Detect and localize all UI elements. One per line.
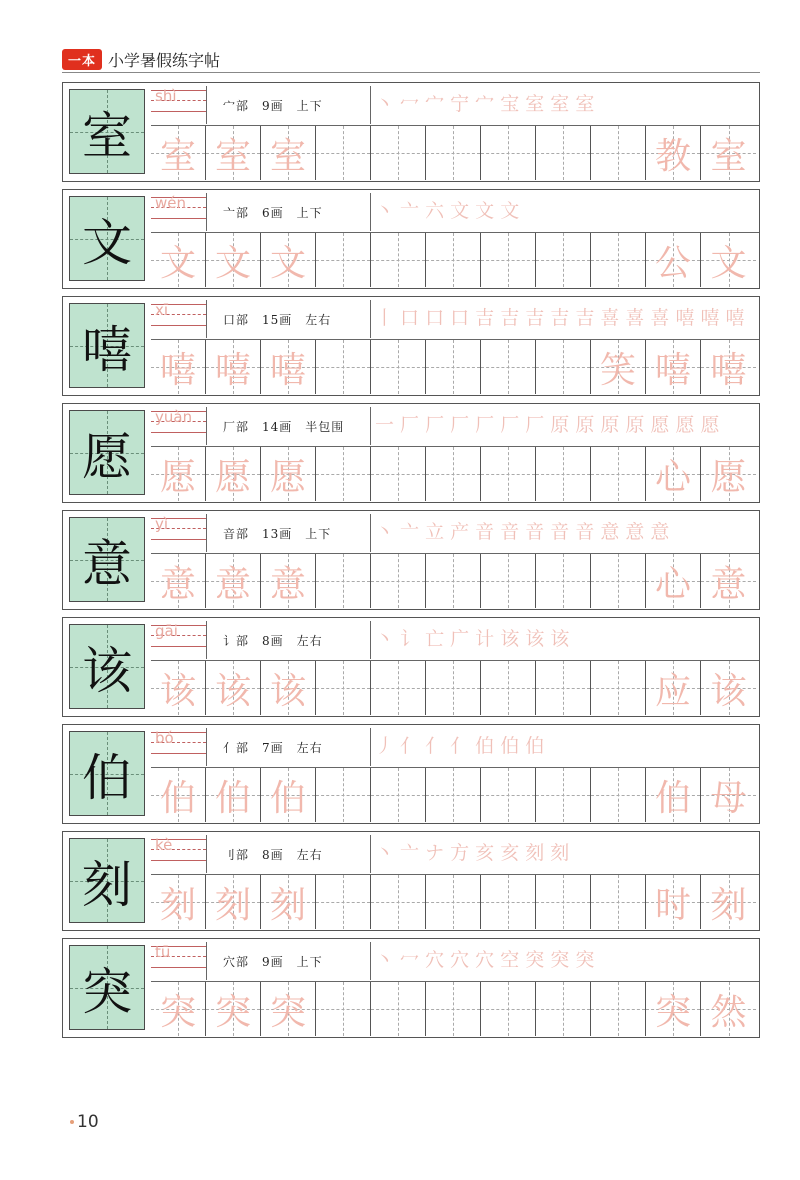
writing-grid [151,233,759,287]
trace-character [536,875,590,929]
page-number: 10 [70,1112,99,1132]
trace-character [481,233,535,287]
model-character-cell [69,517,145,602]
stroke-order: 丶 冖 穴 穴 穴 空 突 突 突 [375,949,595,971]
trace-character [426,768,480,822]
trace-character [591,875,645,929]
writing-cell[interactable] [316,661,371,715]
trace-character [426,233,480,287]
trace-character [481,126,535,180]
character-row [62,617,760,717]
trace-character [316,768,370,822]
writing-cell[interactable] [591,340,646,394]
trace-character [536,233,590,287]
writing-cell[interactable] [151,768,206,822]
writing-cell[interactable] [591,126,646,180]
model-character-cell [69,196,145,281]
writing-cell[interactable] [151,982,206,1036]
writing-cell[interactable] [426,340,481,394]
trace-character [591,447,645,501]
pinyin: wén [155,194,187,212]
radical-stroke-info: 口部 15画 左右 [223,313,332,327]
trace-character [371,340,425,394]
radical-stroke-info: 宀部 9画 上下 [223,99,323,113]
trace-character: 伯 [269,777,306,819]
writing-cell[interactable] [481,126,536,180]
writing-cell[interactable] [316,126,371,180]
trace-character [481,875,535,929]
model-character-cell [69,624,145,709]
writing-cell[interactable] [206,661,261,715]
trace-character: 愿 [214,456,251,498]
writing-cell[interactable] [591,875,646,929]
pinyin: shì [155,87,177,105]
trace-character [591,768,645,822]
stroke-order: 丿 亻 亻 亻 伯 伯 伯 [375,735,545,757]
trace-character: 刻 [269,884,306,926]
radical-stroke-info: 厂部 14画 半包围 [223,420,345,434]
writing-cell[interactable] [261,233,316,287]
writing-cell[interactable] [646,768,701,822]
writing-cell[interactable] [426,233,481,287]
writing-cell[interactable] [536,554,591,608]
writing-cell[interactable] [371,875,426,929]
stroke-order: 一 厂 厂 厂 厂 厂 厂 原 原 原 原 愿 愿 愿 [375,414,720,436]
trace-character [481,982,535,1036]
trace-character [371,875,425,929]
writing-cell[interactable] [536,447,591,501]
trace-character: 伯 [214,777,251,819]
writing-cell[interactable] [536,875,591,929]
writing-cell[interactable] [591,982,646,1036]
info-divider [370,86,371,124]
trace-character [426,982,480,1036]
model-character: 意 [82,534,132,593]
writing-cell[interactable] [536,768,591,822]
pinyin: yuàn [155,408,193,426]
trace-character [316,661,370,715]
pinyin-box [151,300,207,338]
info-divider [370,835,371,873]
pinyin-box [151,407,207,445]
trace-character: 刻 [710,884,747,926]
model-character: 伯 [82,748,132,807]
writing-cell[interactable] [371,554,426,608]
writing-cell[interactable] [261,447,316,501]
trace-character: 该 [710,670,747,712]
model-character: 愿 [82,427,132,486]
trace-character [481,554,535,608]
writing-cell[interactable] [151,233,206,287]
writing-cell[interactable] [206,447,261,501]
trace-character [591,661,645,715]
pinyin-box [151,835,207,873]
trace-character: 刻 [214,884,251,926]
trace-character [316,340,370,394]
trace-character [426,340,480,394]
writing-cell[interactable] [261,875,316,929]
writing-cell[interactable] [151,340,206,394]
trace-character: 时 [654,884,691,926]
trace-character [536,982,590,1036]
writing-cell[interactable] [206,982,261,1036]
writing-cell[interactable] [591,554,646,608]
page-header [62,48,220,70]
radical-stroke-info: 刂部 8画 左右 [223,848,323,862]
model-character: 室 [82,106,132,165]
trace-character [591,554,645,608]
trace-character: 刻 [159,884,196,926]
trace-character: 突 [654,991,691,1033]
writing-cell[interactable] [261,661,316,715]
writing-cell[interactable] [481,768,536,822]
stroke-order: 丶 亠 立 产 音 音 音 音 音 意 意 意 [375,521,670,543]
writing-cell[interactable] [536,661,591,715]
trace-character [316,233,370,287]
character-row [62,82,760,182]
pinyin-box [151,621,207,659]
trace-character: 嘻 [159,349,196,391]
writing-cell[interactable] [591,661,646,715]
radical-stroke-info: 音部 13画 上下 [223,527,332,541]
writing-cell[interactable] [261,982,316,1036]
character-row [62,403,760,503]
writing-cell[interactable] [151,554,206,608]
trace-character: 母 [710,777,747,819]
pinyin: kè [155,836,173,854]
writing-cell[interactable] [261,554,316,608]
info-divider [370,942,371,980]
model-character-cell [69,89,145,174]
trace-character: 笑 [599,349,636,391]
practice-rows [62,82,760,1045]
trace-character: 心 [654,456,691,498]
radical-stroke-info: 亻部 7画 左右 [223,741,323,755]
radical-stroke-info: 亠部 6画 上下 [223,206,323,220]
writing-cell[interactable] [151,875,206,929]
trace-character: 意 [710,563,747,605]
model-character: 刻 [82,855,132,914]
writing-cell[interactable] [591,768,646,822]
book-title: 小学暑假练字帖 [108,50,221,70]
pinyin-box [151,514,207,552]
trace-character: 突 [159,991,196,1033]
trace-character: 应 [654,670,691,712]
writing-grid [151,554,759,608]
writing-cell[interactable] [481,661,536,715]
trace-character: 室 [269,135,306,177]
info-divider [370,193,371,231]
writing-cell[interactable] [426,661,481,715]
trace-character: 伯 [159,777,196,819]
writing-cell[interactable] [426,982,481,1036]
model-character-cell [69,945,145,1030]
writing-cell[interactable] [371,233,426,287]
trace-character: 公 [654,242,691,284]
writing-cell[interactable] [536,126,591,180]
trace-character [426,875,480,929]
pinyin: gāi [155,622,178,640]
writing-cell[interactable] [316,554,371,608]
pinyin: bó [155,729,174,747]
trace-character: 嘻 [269,349,306,391]
trace-character: 意 [159,563,196,605]
writing-cell[interactable] [426,554,481,608]
info-divider [370,621,371,659]
trace-character [371,661,425,715]
trace-character: 嘻 [214,349,251,391]
writing-cell[interactable] [206,768,261,822]
trace-character [591,126,645,180]
writing-cell[interactable] [151,661,206,715]
trace-character: 然 [710,991,747,1033]
character-row [62,189,760,289]
trace-character [426,447,480,501]
character-row [62,938,760,1038]
trace-character [316,447,370,501]
trace-character [371,982,425,1036]
writing-cell[interactable] [206,554,261,608]
trace-character: 文 [710,242,747,284]
trace-character: 愿 [269,456,306,498]
trace-character [536,768,590,822]
writing-cell[interactable] [316,233,371,287]
character-row [62,296,760,396]
writing-cell[interactable] [701,875,756,929]
trace-character [316,982,370,1036]
trace-character: 意 [269,563,306,605]
trace-character [481,340,535,394]
stroke-order: 丶 讠 亡 广 计 该 该 该 [375,628,570,650]
writing-cell[interactable] [646,233,701,287]
writing-cell[interactable] [426,447,481,501]
trace-character [481,447,535,501]
writing-cell[interactable] [591,447,646,501]
pinyin-box [151,193,207,231]
pinyin-box [151,942,207,980]
writing-cell[interactable] [481,982,536,1036]
trace-character [371,554,425,608]
writing-cell[interactable] [426,768,481,822]
stroke-order: 丨 口 口 口 吉 吉 吉 吉 吉 喜 喜 喜 嘻 嘻 嘻 [375,307,745,329]
model-character-cell [69,303,145,388]
pinyin-box [151,86,207,124]
model-character-cell [69,838,145,923]
writing-grid [151,768,759,822]
character-row [62,510,760,610]
writing-cell[interactable] [316,340,371,394]
writing-cell[interactable] [646,661,701,715]
trace-character [316,126,370,180]
writing-cell[interactable] [206,233,261,287]
trace-character [371,768,425,822]
writing-cell[interactable] [371,126,426,180]
info-divider [370,514,371,552]
writing-cell[interactable] [536,340,591,394]
trace-character [536,554,590,608]
trace-character [426,661,480,715]
writing-grid [151,340,759,394]
writing-cell[interactable] [371,982,426,1036]
writing-cell[interactable] [371,447,426,501]
trace-character: 室 [214,135,251,177]
trace-character: 室 [159,135,196,177]
character-row [62,831,760,931]
trace-character: 教 [654,135,691,177]
writing-cell[interactable] [646,875,701,929]
writing-cell[interactable] [261,126,316,180]
writing-cell[interactable] [426,126,481,180]
trace-character [536,340,590,394]
writing-grid [151,982,759,1036]
writing-cell[interactable] [261,768,316,822]
writing-cell[interactable] [701,661,756,715]
writing-cell[interactable] [481,554,536,608]
writing-cell[interactable] [646,554,701,608]
trace-character [316,875,370,929]
writing-cell[interactable] [536,233,591,287]
trace-character [316,554,370,608]
writing-cell[interactable] [481,340,536,394]
writing-cell[interactable] [371,768,426,822]
writing-cell[interactable] [206,126,261,180]
writing-cell[interactable] [371,661,426,715]
writing-cell[interactable] [701,447,756,501]
character-row [62,724,760,824]
writing-cell[interactable] [371,340,426,394]
pinyin-box [151,728,207,766]
writing-cell[interactable] [701,340,756,394]
pinyin: xī [155,301,169,319]
trace-character [591,233,645,287]
writing-cell[interactable] [206,340,261,394]
writing-grid [151,126,759,180]
writing-cell[interactable] [646,340,701,394]
writing-cell[interactable] [701,126,756,180]
radical-stroke-info: 穴部 9画 上下 [223,955,323,969]
writing-cell[interactable] [701,233,756,287]
trace-character [536,661,590,715]
model-character: 该 [82,641,132,700]
model-character-cell [69,410,145,495]
stroke-order: 丶 冖 宀 宁 宀 宝 室 室 室 [375,93,595,115]
writing-cell[interactable] [316,875,371,929]
writing-cell[interactable] [316,447,371,501]
trace-character: 该 [214,670,251,712]
header-divider [62,72,760,73]
writing-cell[interactable] [536,982,591,1036]
info-divider [370,728,371,766]
trace-character [371,233,425,287]
info-divider [370,407,371,445]
trace-character [481,661,535,715]
pinyin: yì [155,515,169,533]
writing-grid [151,447,759,501]
writing-cell[interactable] [701,982,756,1036]
trace-character: 室 [710,135,747,177]
trace-character: 文 [214,242,251,284]
writing-cell[interactable] [206,875,261,929]
trace-character: 该 [159,670,196,712]
writing-cell[interactable] [261,340,316,394]
writing-grid [151,875,759,929]
trace-character [426,126,480,180]
writing-cell[interactable] [316,768,371,822]
model-character-cell [69,731,145,816]
model-character: 嘻 [82,320,132,379]
writing-cell[interactable] [481,875,536,929]
trace-character: 心 [654,563,691,605]
writing-cell[interactable] [151,447,206,501]
writing-cell[interactable] [481,233,536,287]
stroke-order: 丶 亠 六 文 文 文 [375,200,520,222]
trace-character: 文 [269,242,306,284]
pinyin: tū [155,943,171,961]
trace-character: 该 [269,670,306,712]
trace-character [481,768,535,822]
writing-cell[interactable] [701,768,756,822]
writing-cell[interactable] [316,982,371,1036]
info-divider [370,300,371,338]
trace-character: 愿 [710,456,747,498]
trace-character: 突 [269,991,306,1033]
writing-cell[interactable] [426,875,481,929]
trace-character: 意 [214,563,251,605]
trace-character [591,982,645,1036]
trace-character [371,126,425,180]
trace-character: 愿 [159,456,196,498]
model-character: 突 [82,962,132,1021]
stroke-order: 丶 亠 ナ 方 亥 亥 刻 刻 [375,842,570,864]
trace-character: 嘻 [654,349,691,391]
writing-cell[interactable] [481,447,536,501]
trace-character: 文 [159,242,196,284]
writing-cell[interactable] [646,126,701,180]
writing-cell[interactable] [646,447,701,501]
writing-cell[interactable] [646,982,701,1036]
writing-cell[interactable] [701,554,756,608]
writing-cell[interactable] [591,233,646,287]
model-character: 文 [82,213,132,272]
trace-character: 突 [214,991,251,1033]
writing-grid [151,661,759,715]
brand-badge: 一本 [62,49,102,70]
trace-character [536,126,590,180]
trace-character [426,554,480,608]
radical-stroke-info: 讠部 8画 左右 [223,634,323,648]
trace-character [536,447,590,501]
trace-character: 嘻 [710,349,747,391]
trace-character [371,447,425,501]
trace-character: 伯 [654,777,691,819]
writing-cell[interactable] [151,126,206,180]
